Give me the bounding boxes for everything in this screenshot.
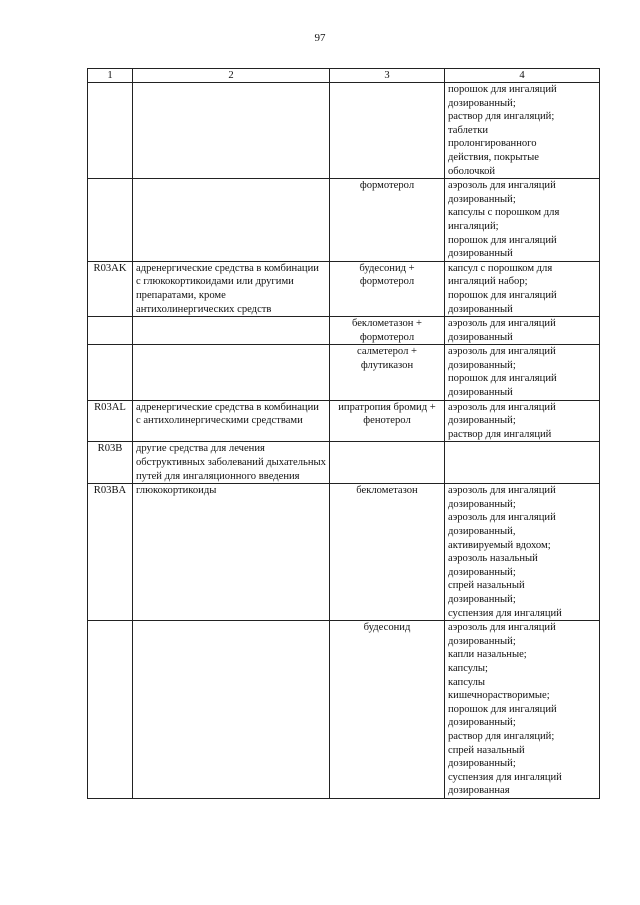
drug-name-cell: формотерол (330, 179, 445, 262)
column-number: 2 (133, 69, 330, 83)
atc-code-cell (88, 83, 133, 179)
dosage-forms-cell (445, 179, 600, 262)
dosage-form-line: кишечнорастворимые; (448, 690, 550, 702)
dosage-form-line: спрей назальный (448, 580, 525, 592)
dosage-form-line: раствор для ингаляций; (448, 730, 555, 742)
anatomical-therapeutic-group-cell: глюкокортикоиды (133, 484, 330, 621)
dosage-form-line: действия, покрытые (448, 151, 539, 163)
dosage-form-line: порошок для ингаляций (448, 289, 557, 301)
dosage-form-line: капсулы; (448, 662, 488, 674)
dosage-form-line: аэрозоль для ингаляций (448, 512, 556, 524)
dosage-form-line: спрей назальный (448, 744, 525, 756)
column-number: 1 (88, 69, 133, 83)
dosage-form-line: активируемый вдохом; (448, 539, 551, 551)
atc-code-cell: R03AK (88, 261, 133, 316)
anatomical-therapeutic-group-cell (133, 345, 330, 400)
anatomical-therapeutic-group-cell (133, 179, 330, 262)
dosage-form-line: дозированный; (448, 193, 516, 205)
dosage-form-line: суспензия для ингаляций (448, 607, 562, 619)
drug-name-cell: будесонид (330, 621, 445, 799)
table-row (88, 442, 600, 484)
dosage-form-line: дозированный; (448, 498, 516, 510)
dosage-form-line: раствор для ингаляций (448, 428, 552, 440)
atc-code-cell: R03BA (88, 484, 133, 621)
dosage-form-line: дозированная (448, 785, 510, 797)
anatomical-therapeutic-group-cell: адренергические средства в комбинации с антихолинергическими средствами (133, 400, 330, 442)
dosage-form-line: дозированный (448, 248, 513, 260)
table-row (88, 400, 600, 442)
dosage-form-line: дозированный; (448, 717, 516, 729)
dosage-form-line: таблетки (448, 124, 489, 136)
dosage-form-line: дозированный; (448, 758, 516, 770)
table-row (88, 261, 600, 316)
dosage-form-line: аэрозоль для ингаляций (448, 346, 556, 358)
dosage-form-line: дозированный; (448, 635, 516, 647)
dosage-form-line: пролонгированного (448, 138, 537, 150)
dosage-form-line: порошок для ингаляций (448, 373, 557, 385)
dosage-forms-cell (445, 83, 600, 179)
column-number: 4 (445, 69, 600, 83)
dosage-form-line: дозированный; (448, 359, 516, 371)
page-number: 97 (314, 32, 326, 44)
atc-code-cell (88, 621, 133, 799)
drug-name-cell: беклометазон (330, 484, 445, 621)
dosage-form-line: капсулы с порошком для (448, 207, 560, 219)
dosage-form-line: дозированный; (448, 97, 516, 109)
dosage-form-line: ингаляций набор; (448, 276, 528, 288)
drug-name-cell: салметерол + флутиказон (330, 345, 445, 400)
dosage-form-line: дозированный; (448, 593, 516, 605)
anatomical-therapeutic-group-cell: другие средства для лечения обструктивных заболеваний дыхательных путей для ингаляционного введения (133, 442, 330, 484)
column-number-row (88, 69, 600, 83)
dosage-forms-cell (445, 484, 600, 621)
drug-name-cell (330, 442, 445, 484)
drug-name-cell: беклометазон + формотерол (330, 317, 445, 345)
dosage-forms-cell (445, 621, 600, 799)
dosage-form-line: аэрозоль для ингаляций (448, 485, 556, 497)
dosage-form-line: аэрозоль для ингаляций (448, 180, 556, 192)
dosage-form-line: аэрозоль для ингаляций (448, 318, 556, 330)
dosage-forms-cell (445, 400, 600, 442)
drug-name-cell (330, 83, 445, 179)
dosage-form-line: аэрозоль для ингаляций (448, 401, 556, 413)
atc-code-cell (88, 345, 133, 400)
table-row (88, 83, 600, 179)
drug-table (87, 68, 600, 799)
dosage-form-line: оболочкой (448, 165, 496, 177)
anatomical-therapeutic-group-cell: адренергические средства в комбинации с глюкокортикоидами или другими препаратами, кроме антихолинергических средств (133, 261, 330, 316)
dosage-form-line: дозированный (448, 331, 513, 343)
table-body (88, 83, 600, 799)
dosage-forms-cell (445, 261, 600, 316)
dosage-form-line: порошок для ингаляций (448, 84, 557, 95)
dosage-form-line: капсул с порошком для (448, 262, 553, 274)
dosage-form-line: дозированный; (448, 566, 516, 578)
atc-code-cell (88, 179, 133, 262)
table-row (88, 179, 600, 262)
dosage-forms-cell (445, 442, 600, 484)
dosage-form-line: порошок для ингаляций (448, 703, 557, 715)
table-row (88, 484, 600, 621)
drug-name-cell: ипратропия бромид + фенотерол (330, 400, 445, 442)
dosage-form-line: суспензия для ингаляций (448, 771, 562, 783)
dosage-form-line: раствор для ингаляций; (448, 111, 555, 123)
atc-code-cell: R03AL (88, 400, 133, 442)
anatomical-therapeutic-group-cell (133, 621, 330, 799)
dosage-form-line: дозированный (448, 387, 513, 399)
dosage-form-line: дозированный; (448, 415, 516, 427)
dosage-form-line: капсулы (448, 676, 486, 688)
table-row (88, 317, 600, 345)
dosage-form-line: порошок для ингаляций (448, 234, 557, 246)
dosage-forms-cell (445, 345, 600, 400)
dosage-form-line: капли назальные; (448, 649, 527, 661)
dosage-form-line: дозированный, (448, 526, 516, 537)
atc-code-cell (88, 317, 133, 345)
table-row (88, 345, 600, 400)
anatomical-therapeutic-group-cell (133, 83, 330, 179)
dosage-form-line: аэрозоль для ингаляций (448, 622, 556, 634)
table-row (88, 621, 600, 799)
dosage-forms-cell (445, 317, 600, 345)
atc-code-cell: R03B (88, 442, 133, 484)
dosage-form-line: аэрозоль назальный (448, 553, 538, 565)
anatomical-therapeutic-group-cell (133, 317, 330, 345)
drug-name-cell: будесонид + формотерол (330, 261, 445, 316)
dosage-form-line: ингаляций; (448, 220, 499, 232)
column-number: 3 (330, 69, 445, 83)
dosage-form-line: дозированный (448, 303, 513, 315)
